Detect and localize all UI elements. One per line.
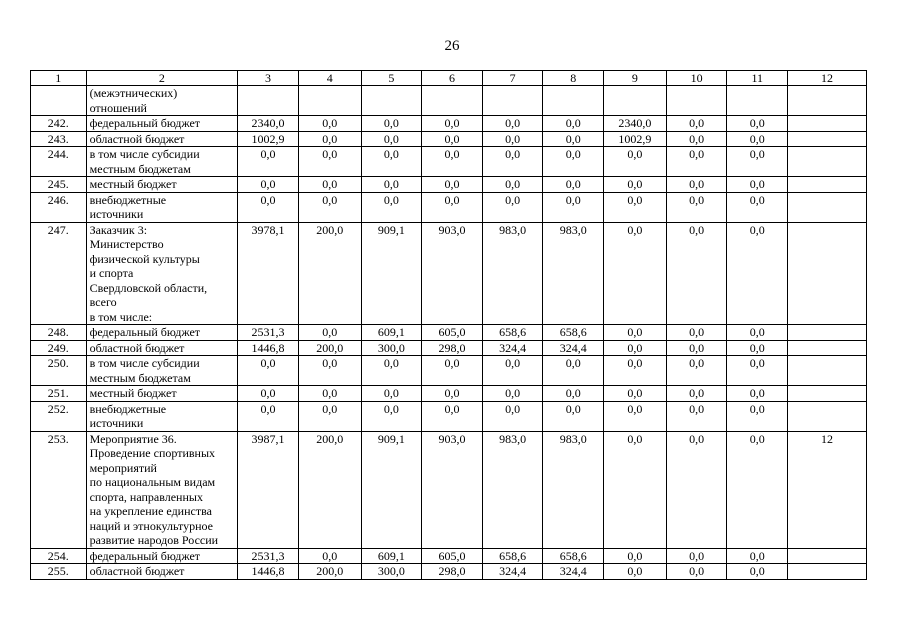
value-cell: 298,0 (422, 340, 483, 356)
row-number: 255. (31, 564, 87, 580)
value-cell: 0,0 (727, 147, 788, 177)
value-cell: 2340,0 (604, 116, 667, 132)
value-cell (727, 86, 788, 116)
budget-table (30, 70, 867, 580)
column-header: 8 (543, 71, 604, 86)
table-row (31, 147, 867, 177)
value-cell: 609,1 (361, 325, 422, 341)
row-number: 251. (31, 386, 87, 402)
description-line: всего (89, 295, 117, 309)
value-cell: 658,6 (482, 548, 543, 564)
value-cell: 0,0 (666, 431, 727, 548)
table-row (31, 116, 867, 132)
column-12-cell: 12 (788, 431, 867, 548)
description-line: Свердловской области, (89, 280, 208, 295)
value-cell: 605,0 (422, 548, 483, 564)
description-line: отношений (89, 100, 147, 115)
row-description (86, 147, 238, 177)
header-row (31, 71, 867, 86)
value-cell: 903,0 (422, 222, 483, 325)
page-number: 26 (444, 38, 460, 54)
value-cell: 0,0 (543, 192, 604, 222)
table-row (31, 86, 867, 116)
value-cell: 2531,3 (238, 325, 299, 341)
description-line: внебюджетные (89, 401, 167, 416)
value-cell: 983,0 (482, 222, 543, 325)
value-cell: 0,0 (727, 116, 788, 132)
description-line: местным бюджетам (89, 370, 191, 385)
value-cell: 0,0 (482, 386, 543, 402)
table-row (31, 222, 867, 325)
value-cell: 0,0 (298, 192, 361, 222)
value-cell: 1446,8 (238, 340, 299, 356)
value-cell: 0,0 (604, 386, 667, 402)
value-cell: 0,0 (361, 177, 422, 193)
description-line: (межэтнических) (89, 86, 178, 100)
value-cell: 200,0 (298, 564, 361, 580)
row-number: 242. (31, 116, 87, 132)
description-line: областной бюджет (89, 564, 185, 578)
value-cell: 0,0 (604, 147, 667, 177)
value-cell: 0,0 (604, 325, 667, 341)
value-cell (543, 86, 604, 116)
value-cell: 0,0 (482, 116, 543, 132)
description-line: местный бюджет (89, 386, 177, 400)
description-line: в том числе субсидии (89, 147, 200, 161)
description-line: местным бюджетам (89, 161, 191, 176)
value-cell: 0,0 (727, 131, 788, 147)
column-12-cell (788, 131, 867, 147)
value-cell: 2340,0 (238, 116, 299, 132)
value-cell: 0,0 (604, 356, 667, 386)
row-description (86, 192, 238, 222)
value-cell: 300,0 (361, 340, 422, 356)
column-header: 2 (86, 71, 238, 86)
value-cell: 0,0 (361, 356, 422, 386)
table-row (31, 131, 867, 147)
description-line: по национальным видам (89, 475, 216, 489)
row-number: 243. (31, 131, 87, 147)
column-12-cell (788, 147, 867, 177)
value-cell: 0,0 (727, 386, 788, 402)
value-cell: 0,0 (666, 340, 727, 356)
value-cell: 0,0 (298, 177, 361, 193)
value-cell: 0,0 (238, 147, 299, 177)
column-header: 9 (604, 71, 667, 86)
value-cell: 0,0 (422, 116, 483, 132)
description-line: наций и этнокультурное (89, 518, 213, 533)
value-cell: 0,0 (422, 386, 483, 402)
description-line: и спорта (89, 266, 134, 280)
column-12-cell (788, 86, 867, 116)
value-cell: 3987,1 (238, 431, 299, 548)
description-line: спорта, направленных (89, 489, 203, 504)
table-row (31, 431, 867, 548)
row-number: 248. (31, 325, 87, 341)
description-line: местный бюджет (89, 177, 177, 191)
column-header: 3 (238, 71, 299, 86)
description-line: федеральный бюджет (89, 116, 201, 130)
value-cell: 0,0 (666, 177, 727, 193)
description-line: Заказчик 3: (89, 222, 148, 237)
value-cell: 0,0 (298, 147, 361, 177)
value-cell: 0,0 (543, 401, 604, 431)
value-cell: 0,0 (238, 356, 299, 386)
value-cell: 0,0 (666, 386, 727, 402)
value-cell: 0,0 (482, 401, 543, 431)
description-line: на укрепление единства (89, 504, 212, 518)
row-description (86, 340, 238, 356)
row-description (86, 86, 238, 116)
value-cell: 0,0 (666, 192, 727, 222)
value-cell: 0,0 (482, 131, 543, 147)
row-number: 247. (31, 222, 87, 325)
value-cell: 983,0 (543, 431, 604, 548)
table-row (31, 401, 867, 431)
value-cell: 0,0 (238, 177, 299, 193)
value-cell: 0,0 (298, 131, 361, 147)
value-cell: 0,0 (298, 356, 361, 386)
row-number: 246. (31, 192, 87, 222)
table-row (31, 177, 867, 193)
value-cell: 0,0 (543, 356, 604, 386)
column-12-cell (788, 177, 867, 193)
row-number: 244. (31, 147, 87, 177)
value-cell: 0,0 (543, 147, 604, 177)
description-line: физической культуры (89, 251, 200, 266)
value-cell: 0,0 (727, 564, 788, 580)
value-cell: 1002,9 (604, 131, 667, 147)
value-cell: 0,0 (298, 116, 361, 132)
row-description (86, 116, 238, 132)
column-12-cell (788, 356, 867, 386)
value-cell: 0,0 (727, 340, 788, 356)
table-row (31, 564, 867, 580)
column-12-cell (788, 340, 867, 356)
value-cell: 0,0 (298, 386, 361, 402)
value-cell: 324,4 (543, 564, 604, 580)
value-cell: 0,0 (666, 131, 727, 147)
description-line: внебюджетные (89, 192, 167, 207)
value-cell: 0,0 (666, 325, 727, 341)
column-12-cell (788, 564, 867, 580)
row-description (86, 356, 238, 386)
value-cell: 0,0 (727, 548, 788, 564)
value-cell: 324,4 (543, 340, 604, 356)
value-cell: 200,0 (298, 431, 361, 548)
description-line: Министерство (89, 237, 164, 251)
row-number: 253. (31, 431, 87, 548)
value-cell: 0,0 (604, 564, 667, 580)
row-number: 250. (31, 356, 87, 386)
value-cell: 0,0 (422, 177, 483, 193)
value-cell: 0,0 (666, 116, 727, 132)
value-cell: 0,0 (666, 401, 727, 431)
value-cell: 0,0 (361, 386, 422, 402)
value-cell: 324,4 (482, 340, 543, 356)
column-12-cell (788, 222, 867, 325)
column-header: 11 (727, 71, 788, 86)
value-cell: 0,0 (482, 356, 543, 386)
value-cell: 0,0 (604, 548, 667, 564)
table-row (31, 548, 867, 564)
table-row (31, 340, 867, 356)
table-row (31, 386, 867, 402)
row-description (86, 564, 238, 580)
value-cell: 0,0 (422, 131, 483, 147)
value-cell: 0,0 (238, 386, 299, 402)
column-header: 1 (31, 71, 87, 86)
table-row (31, 356, 867, 386)
description-line: в том числе субсидии (89, 356, 200, 370)
value-cell: 200,0 (298, 222, 361, 325)
value-cell: 0,0 (361, 131, 422, 147)
description-line: федеральный бюджет (89, 548, 201, 563)
value-cell: 0,0 (727, 431, 788, 548)
value-cell: 0,0 (727, 222, 788, 325)
description-line: областной бюджет (89, 131, 185, 146)
value-cell: 0,0 (604, 222, 667, 325)
value-cell: 0,0 (727, 401, 788, 431)
row-number (31, 86, 87, 116)
description-line: источники (89, 416, 144, 430)
value-cell: 200,0 (298, 340, 361, 356)
value-cell: 0,0 (666, 147, 727, 177)
value-cell: 658,6 (482, 325, 543, 341)
value-cell: 0,0 (666, 222, 727, 325)
value-cell: 0,0 (666, 548, 727, 564)
value-cell: 909,1 (361, 222, 422, 325)
value-cell: 0,0 (422, 401, 483, 431)
value-cell: 0,0 (298, 401, 361, 431)
value-cell: 903,0 (422, 431, 483, 548)
table-row (31, 325, 867, 341)
description-line: федеральный бюджет (89, 325, 201, 339)
value-cell: 0,0 (727, 177, 788, 193)
value-cell (238, 86, 299, 116)
value-cell: 1002,9 (238, 131, 299, 147)
row-number: 254. (31, 548, 87, 564)
value-cell: 0,0 (604, 340, 667, 356)
value-cell: 0,0 (727, 325, 788, 341)
value-cell: 0,0 (543, 116, 604, 132)
value-cell: 0,0 (482, 147, 543, 177)
description-line: развитие народов России (89, 533, 219, 547)
row-description (86, 222, 238, 325)
value-cell: 0,0 (666, 356, 727, 386)
value-cell (422, 86, 483, 116)
description-line: Проведение спортивных (89, 446, 216, 460)
value-cell: 0,0 (727, 356, 788, 386)
row-number: 252. (31, 401, 87, 431)
row-description (86, 431, 238, 548)
value-cell: 983,0 (543, 222, 604, 325)
value-cell: 0,0 (298, 548, 361, 564)
row-description (86, 325, 238, 341)
row-description (86, 386, 238, 402)
value-cell: 0,0 (604, 192, 667, 222)
value-cell (604, 86, 667, 116)
value-cell: 0,0 (361, 401, 422, 431)
column-header: 6 (422, 71, 483, 86)
column-12-cell (788, 325, 867, 341)
description-line: областной бюджет (89, 340, 185, 355)
value-cell: 0,0 (604, 401, 667, 431)
row-description (86, 177, 238, 193)
value-cell: 0,0 (361, 116, 422, 132)
column-header: 12 (788, 71, 867, 86)
value-cell: 0,0 (422, 356, 483, 386)
value-cell: 0,0 (238, 192, 299, 222)
column-12-cell (788, 401, 867, 431)
column-header: 4 (298, 71, 361, 86)
column-12-cell (788, 192, 867, 222)
value-cell (361, 86, 422, 116)
value-cell: 298,0 (422, 564, 483, 580)
value-cell: 300,0 (361, 564, 422, 580)
column-12-cell (788, 386, 867, 402)
description-line: в том числе: (89, 309, 153, 324)
column-header: 7 (482, 71, 543, 86)
value-cell: 0,0 (543, 386, 604, 402)
value-cell: 0,0 (482, 177, 543, 193)
value-cell: 609,1 (361, 548, 422, 564)
value-cell: 0,0 (604, 177, 667, 193)
value-cell: 0,0 (361, 192, 422, 222)
value-cell: 2531,3 (238, 548, 299, 564)
column-header: 10 (666, 71, 727, 86)
row-description (86, 548, 238, 564)
value-cell: 0,0 (543, 177, 604, 193)
value-cell: 0,0 (422, 192, 483, 222)
value-cell (666, 86, 727, 116)
value-cell: 983,0 (482, 431, 543, 548)
value-cell: 0,0 (298, 325, 361, 341)
value-cell: 0,0 (422, 147, 483, 177)
description-line: мероприятий (89, 460, 157, 475)
value-cell: 0,0 (666, 564, 727, 580)
row-description (86, 401, 238, 431)
row-number: 249. (31, 340, 87, 356)
value-cell: 658,6 (543, 325, 604, 341)
description-line: Мероприятие 36. (89, 431, 177, 446)
value-cell: 0,0 (238, 401, 299, 431)
value-cell: 0,0 (361, 147, 422, 177)
description-line: источники (89, 207, 144, 221)
value-cell: 0,0 (482, 192, 543, 222)
column-12-cell (788, 116, 867, 132)
value-cell: 1446,8 (238, 564, 299, 580)
value-cell (482, 86, 543, 116)
value-cell: 0,0 (604, 431, 667, 548)
value-cell: 909,1 (361, 431, 422, 548)
value-cell: 3978,1 (238, 222, 299, 325)
row-number: 245. (31, 177, 87, 193)
value-cell: 0,0 (727, 192, 788, 222)
value-cell (298, 86, 361, 116)
row-description (86, 131, 238, 147)
table-row (31, 192, 867, 222)
column-header: 5 (361, 71, 422, 86)
value-cell: 605,0 (422, 325, 483, 341)
value-cell: 324,4 (482, 564, 543, 580)
column-12-cell (788, 548, 867, 564)
value-cell: 0,0 (543, 131, 604, 147)
value-cell: 658,6 (543, 548, 604, 564)
